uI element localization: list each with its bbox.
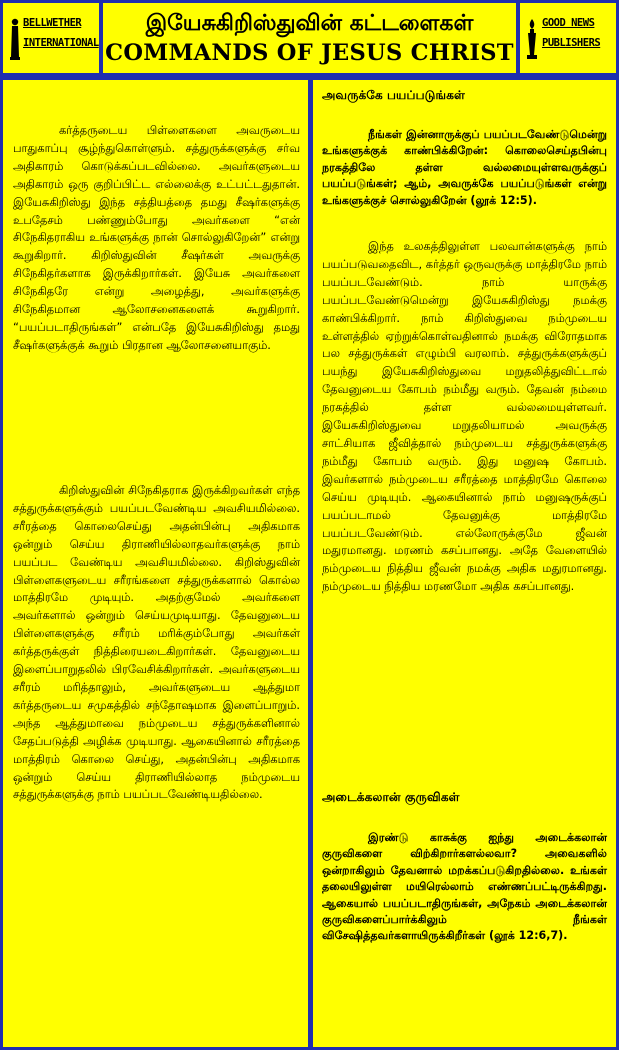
section-heading-sparrows: அடைக்கலான் குருவிகள் [322, 790, 460, 804]
title-tamil: இயேசுகிறிஸ்துவின் கட்டளைகள் [145, 11, 474, 36]
title-banner [103, 3, 516, 73]
publisher-logo-right [520, 3, 616, 73]
left-paragraph-1: கர்த்தருடைய பிள்ளைகளை அவருடைய பாதுகாப்பு சூழ்ந்துகொள்ளும். சத்துருக்களுக்கு சர்வ அதிகாரம் கொடுக்கப்படவில்லை. அவர்களுடைய அதிகாரம் ஒரு குறிப்பிட்ட எல்லைக்கு உட்பட்டதுதான். இயேசுகிறிஸ்து இந்த சத்தியத்தை தமது சீஷர்களுக்கு உபதேசம் பண்ணும்போது அவர்களை “என் சிநேகிதராகிய உங்களுக்கு நான் சொல்லுகிறேன்” என்று கூறுகிறார். கிறிஸ்துவின் சீஷர்கள் அவருக்கு சிநேகிதர்களாக இருக்கிறார்கள். இயேசு அவர்களை சிநேகிதரே என்று அழைத்து, அவர்களுக்கு சிநேகிதமான ஆலோசனைகளைக் கூறுகிறார். “பயப்படாதிருங்கள்” என்பதே இயேசுகிறிஸ்து தமது சீஷர்களுக்குக் கூறும் பிரதான ஆலோசனையாகும். [13, 123, 300, 352]
left-paragraph-2: கிறிஸ்துவின் சிநேகிதராக இருக்கிறவர்கள் எந்த சத்துருக்களுக்கும் பயப்படவேண்டிய அவசியமில்லை. சரீரத்தை கொலைசெய்து அதன்பின்பு அதிகமாக ஒன்றும் செய்ய திராணியில்லாதவர்களுக்கு நாம் பயப்பட வேண்டிய அவசியமில்லை. கிறிஸ்துவின் பிள்ளைகளுடைய சரீரங்களை சத்துருக்களால் கொல்ல மாத்திரமே முடியும். அதற்குமேல் அவர்களை அவர்களால் ஒன்றும் செய்யமுடியாது. தேவனுடைய பிள்ளைகளுக்கு சரீரம் மரிக்கும்போது அவர்கள் கர்த்தருக்குள் நித்திரையடைகிறார்கள். தேவனுடைய இளைப்பாறுதலில் பிரவேசிக்கிறார்கள். அவர்களுடைய சரீரம் மரித்தாலும், அவர்களுடைய ஆத்துமா கர்த்தருடைய சமுகத்தில் சந்தோஷமாக இளைப்பாறும். அந்த ஆத்துமாவை நம்முடைய சத்துருக்களினால் சேதப்படுத்தி அழிக்க முடியாது. ஆகையினால் சரீரத்தை மாத்திரம் கொலை செய்து, அதன்பின்பு அதிகமாக ஒன்றும் செய்ய திராணியில்லாத நம்முடைய சத்துருக்களுக்கு நாம் பயப்படவேண்டியதில்லை. [13, 483, 300, 802]
right-column [313, 80, 616, 1047]
lamp-icon [526, 17, 538, 61]
right-paragraph-1: இந்த உலகத்திலுள்ள பலவான்களுக்கு நாம் பயப்படுவதைவிட, கர்த்தர் ஒருவருக்கு மாத்திரமே நாம் பயப்படவேண்டும். நாம் யாருக்கு பயப்படவேண்டுமென்று இயேசுகிறிஸ்து நமக்கு காண்பிக்கிறார். நாம் கிறிஸ்துவை நம்முடைய உள்ளத்தில் ஏற்றுக்கொள்வதினால் நமக்கு விரோதமாக பல சத்துருக்கள் எழும்பி வரலாம். சத்துருக்களுக்குப் பயந்து இயேசுகிறிஸ்துவை மறுதலித்துவிட்டால் தேவனுடைய கோபம் நம்மீது வரும். தேவன் நம்மை நரகத்தில் தள்ள வல்லமையுள்ளவர். இயேசுகிறிஸ்துவை மறுதலியாமல் அவருக்கு சாட்சியாக ஜீவித்தால் நம்முடைய சத்துருக்களுக்கு நம்மீது கோபம் வரும். இது மனுஷ கோபம். இவர்களால் நம்முடைய சரீரத்தை மாத்திரமே கொலை செய்ய முடியும். ஆகையினால் நாம் மனுஷருக்குப் பயப்படாமல் தேவனுக்கு மாத்திரமே பயப்படவேண்டும். எல்லோருக்குமே ஜீவன் மதுரமானது. மரணம் கசப்பானது. அதே வேளையில் நம்முடைய நித்திய ஜீவன் நமக்கு அதிக மதுரமானது. நம்முடைய நித்திய மரணமோ அதிக கசப்பானது. [322, 239, 607, 594]
scripture-verse-luke-12-6-7: இரண்டு காசுக்கு ஐந்து அடைக்கலான் குருவிகளை விற்கிறார்களல்லவா? அவைகளில் ஒன்றாகிலும் தேவனால் மறக்கப்படுகிறதில்லை. உங்கள் தலையிலுள்ள மயிரெல்லாம் எண்ணப்பட்டிருக்கிறது. ஆகையால் பயப்படாதிருங்கள், அநேகம் அடைக்கலான் குருவிகளைப்பார்க்கிலும் நீங்கள் விசேஷித்தவர்களாயிருக்கிறீர்கள் (லூக் 12:6,7). [322, 831, 607, 943]
shepherd-icon [9, 17, 21, 61]
logo-line-2: INTERNATIONAL [23, 37, 99, 49]
scripture-verse-luke-12-5: நீங்கள் இன்னாருக்குப் பயப்படவேண்டுமென்று உங்களுக்குக் காண்பிக்கிறேன்: கொலைசெய்தபின்பு நரகத்திலே தள்ள வல்லமையுள்ளவருக்குப் பயப்படுங்கள்; ஆம், அவருக்கே பயப்படுங்கள் என்று உங்களுக்குச் சொல்லுகிறேன் (லூக் 12:5). [322, 128, 607, 207]
logo-text-left [23, 13, 99, 53]
title-english: COMMANDS OF JESUS CHRIST [105, 40, 514, 66]
bellwether-logo [7, 13, 99, 65]
logo-line-2: PUBLISHERS [542, 37, 601, 49]
good-news-logo [524, 13, 612, 65]
logo-line-1: BELLWETHER [23, 17, 82, 29]
section-heading-fear-him: அவருக்கே பயப்படுங்கள் [322, 88, 465, 102]
left-column [3, 80, 308, 1047]
publisher-logo-left [3, 3, 99, 73]
logo-line-1: GOOD NEWS [542, 17, 595, 29]
logo-text-right [542, 13, 600, 53]
